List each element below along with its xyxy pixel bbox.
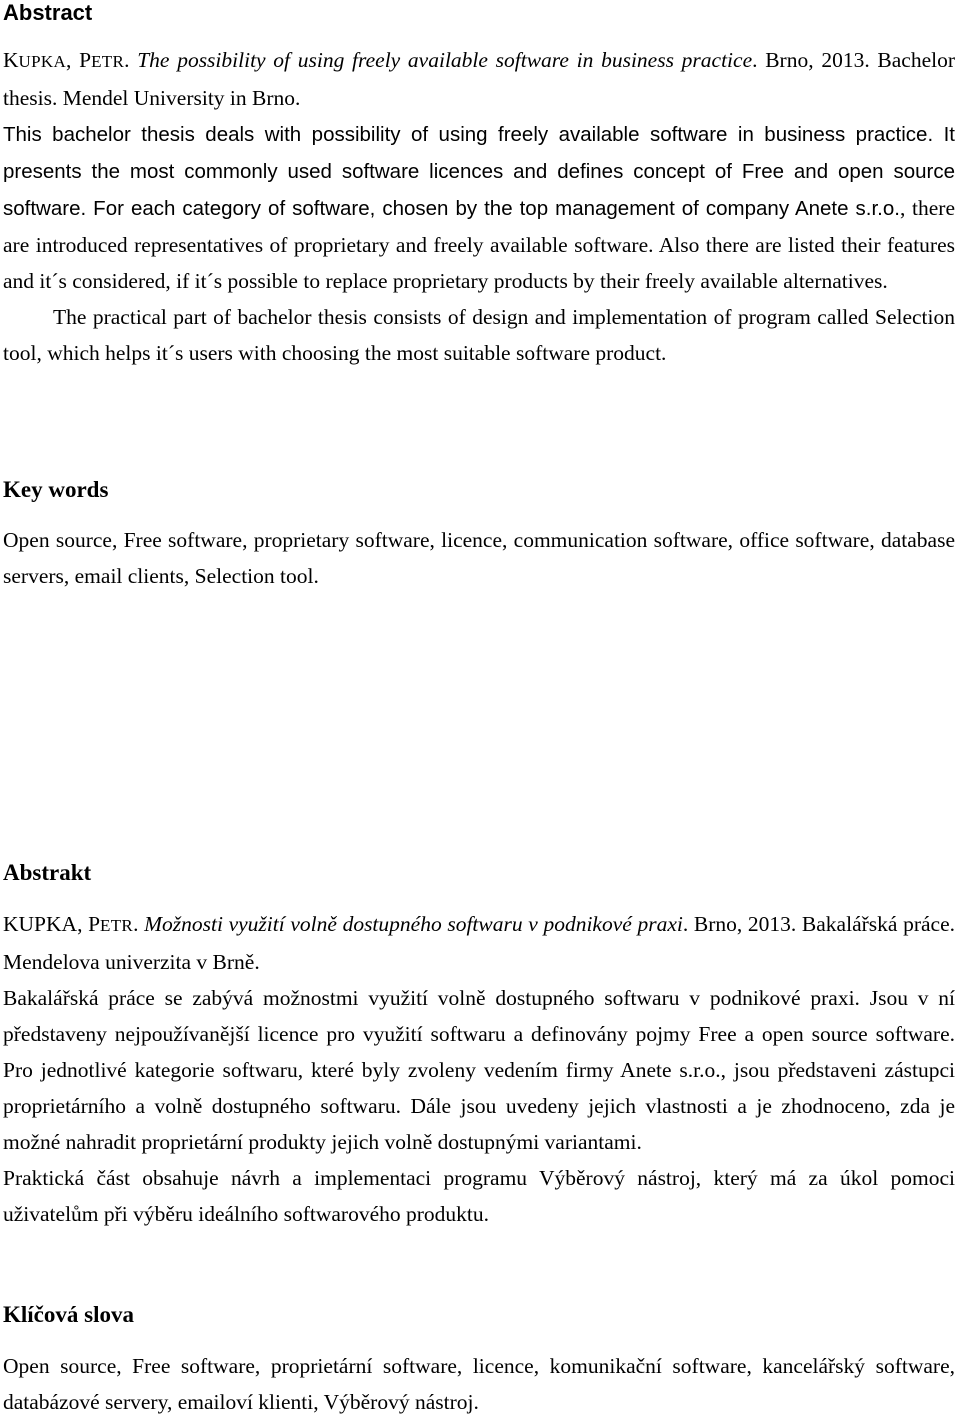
abstrakt-section xyxy=(3,860,955,886)
keywords-text: Open source, Free software, proprietary software, licence, communication software, office software, database servers, email clients, Selection tool. xyxy=(3,528,955,588)
klicova-body xyxy=(3,1348,955,1420)
abstrakt-paragraph-1: Bakalářská práce se zabývá možnostmi využití volně dostupného softwaru v podnikové praxi. Jsou v ní představeny nejpoužívanější licence pro využití softwaru a definovány pojmy Free a open source software. Pro jednotlivé kategorie softwaru, které byly zvoleny vedením firmy Anete s.r.o., jsou představeni zástupci proprietárního a volně dostupného softwaru. Dále jsou uvedeny jejich vlastnosti a je zhodnoceno, zda je možné nahradit proprietární produkty jejich volně dostupnými variantami. xyxy=(3,986,955,1154)
keywords-heading: Key words xyxy=(3,477,109,502)
abstrakt-thesis-title: Možnosti využití volně dostupného softwaru v podnikové praxi xyxy=(144,912,683,936)
abstract-paragraph-1: This bachelor thesis deals with possibility of using freely available software in business practice. It presents the most commonly used software licences and defines concept of Free and open source software. For each category of software, chosen by the top management of company Anete s.r.o., there are introduced representatives of proprietary and freely available software. Also there are listed their features and it´s considered, if it´s possible to replace proprietary products by their freely available alternatives. xyxy=(3,123,956,293)
abstract-heading: Abstract xyxy=(3,0,93,25)
keywords-section xyxy=(3,477,955,503)
abstract-citation: KUPKA, PETR. The possibility of using freely available software in business practice. Brno, 2013. Bachelor thesis. Mendel University in Brno. xyxy=(3,48,956,110)
abstrakt-heading: Abstrakt xyxy=(3,860,92,885)
abstrakt-paragraph-2: Praktická část obsahuje návrh a implementaci programu Výběrový nástroj, který má za úkol pomoci uživatelům při výběru ideálního softwarového produktu. xyxy=(3,1166,955,1226)
abstract-thesis-title: The possibility of using freely available software in business practice xyxy=(137,48,753,72)
klicova-heading: Klíčová slova xyxy=(3,1302,134,1327)
klicova-text: Open source, Free software, proprietární software, licence, komunikační software, kancelářský software, databázové servery, emailoví klienti, Výběrový nástroj. xyxy=(3,1354,955,1414)
abstract-section xyxy=(3,0,955,26)
abstrakt-body xyxy=(3,906,955,1232)
abstrakt-citation: KUPKA, PETR. Možnosti využití volně dostupného softwaru v podnikové praxi. Brno, 2013. Bakalářská práce. Mendelova univerzita v Brně. xyxy=(3,912,955,974)
klicova-section xyxy=(3,1302,955,1328)
abstract-body xyxy=(3,42,955,371)
keywords-body xyxy=(3,522,955,594)
abstract-paragraph-2: The practical part of bachelor thesis consists of design and implementation of program called Selection tool, which helps it´s users with choosing the most suitable software product. xyxy=(3,305,955,365)
